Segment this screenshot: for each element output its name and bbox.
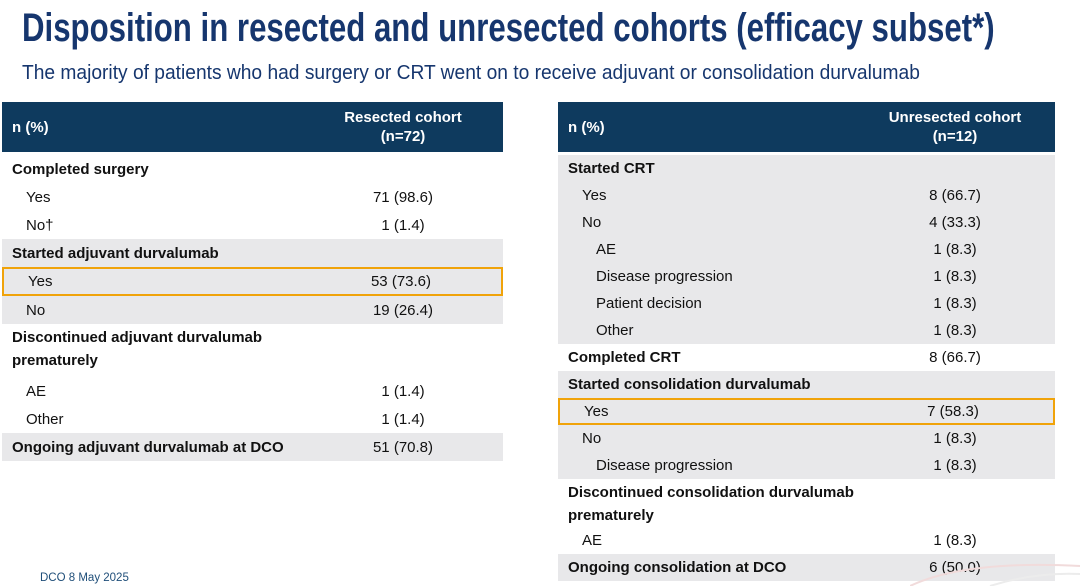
- table-row: [558, 236, 1055, 263]
- row-value: 8 (66.7): [929, 349, 981, 366]
- table-row: [558, 554, 1055, 581]
- row-label: Yes: [28, 273, 53, 290]
- table-row: [2, 405, 503, 433]
- col-header-cohort: [855, 108, 1055, 147]
- table-row: [558, 155, 1055, 182]
- row-label: Discontinued adjuvant durvalumab prematurely: [12, 329, 263, 369]
- row-label: Disease progression: [596, 268, 733, 285]
- row-label: Disease progression: [596, 457, 733, 474]
- table-row: [558, 290, 1055, 317]
- row-label: No†: [26, 216, 54, 234]
- table-row: [2, 211, 503, 239]
- highlighted-table-row: [558, 398, 1055, 425]
- row-label: Yes: [26, 188, 51, 206]
- table-row: [558, 527, 1055, 554]
- row-value: 4 (33.3): [929, 214, 981, 231]
- row-value: 1 (8.3): [933, 268, 977, 285]
- cohort-n: (n=72): [380, 128, 426, 145]
- table-row: [2, 377, 503, 405]
- table-row: [2, 239, 503, 267]
- row-value: 1 (8.3): [933, 322, 977, 339]
- table-row: [558, 371, 1055, 398]
- cohort-name: Unresected cohort: [888, 108, 1022, 126]
- table-row: [2, 155, 503, 183]
- row-label: Completed CRT: [568, 349, 681, 366]
- row-label: Started adjuvant durvalumab: [12, 244, 219, 262]
- row-label: Patient decision: [596, 295, 702, 312]
- resected-cohort-table: [2, 102, 503, 461]
- unresected-cohort-table: [558, 102, 1055, 581]
- row-value: 7 (58.3): [927, 403, 979, 420]
- highlighted-table-row: [2, 267, 503, 296]
- table-row: [558, 479, 1055, 527]
- row-label: Started CRT: [568, 160, 655, 177]
- row-value: 6 (50.0): [929, 559, 981, 576]
- row-label: AE: [582, 532, 603, 549]
- row-label: No: [582, 214, 602, 231]
- table-row: [558, 452, 1055, 479]
- row-label: Yes: [582, 187, 607, 204]
- row-label: Ongoing consolidation at DCO: [568, 559, 787, 576]
- table-row: [2, 296, 503, 324]
- table-row: [558, 182, 1055, 209]
- row-value: 71 (98.6): [372, 188, 434, 206]
- col-header-metric: n (%): [12, 118, 49, 136]
- slide-subtitle: The majority of patients who had surgery or CRT went on to receive adjuvant or consolidation durvalumab: [22, 62, 920, 84]
- table-row: [558, 209, 1055, 236]
- row-label: Other: [596, 322, 634, 339]
- cohort-name: Resected cohort: [344, 108, 462, 126]
- page-title: Disposition in resected and unresected cohorts (efficacy subset*): [22, 6, 995, 50]
- row-value: 1 (1.4): [381, 410, 425, 428]
- col-header-metric: n (%): [568, 118, 605, 136]
- row-value: 1 (8.3): [933, 532, 977, 549]
- row-value: 1 (1.4): [381, 216, 425, 234]
- table-row: [558, 263, 1055, 290]
- table-row: [558, 317, 1055, 344]
- row-label: Ongoing adjuvant durvalumab at DCO: [12, 438, 284, 456]
- row-value: 19 (26.4): [372, 301, 434, 319]
- row-value: 8 (66.7): [929, 187, 981, 204]
- table-row: [558, 425, 1055, 452]
- row-value: 51 (70.8): [372, 438, 434, 456]
- table-row: [558, 344, 1055, 371]
- row-label: Discontinued consolidation durvalumab prematurely: [568, 484, 854, 524]
- dco-footnote: DCO 8 May 2025: [40, 572, 129, 584]
- row-value: 1 (8.3): [933, 457, 977, 474]
- table-header: [2, 102, 503, 152]
- table-row: [2, 433, 503, 461]
- table-row: [2, 324, 503, 377]
- table-row: [2, 183, 503, 211]
- row-label: Other: [26, 410, 64, 428]
- row-label: Started consolidation durvalumab: [568, 376, 811, 393]
- col-header-cohort: [303, 108, 503, 147]
- row-value: 1 (8.3): [933, 430, 977, 447]
- row-label: No: [582, 430, 602, 447]
- cohort-n: (n=12): [932, 128, 978, 145]
- row-label: No: [26, 301, 46, 319]
- row-label: Yes: [584, 403, 609, 420]
- row-value: 1 (8.3): [933, 295, 977, 312]
- row-label: AE: [26, 382, 47, 400]
- row-label: Completed surgery: [12, 160, 149, 178]
- row-label: AE: [596, 241, 617, 258]
- table-header: [558, 102, 1055, 152]
- row-value: 53 (73.6): [370, 273, 432, 290]
- row-value: 1 (8.3): [933, 241, 977, 258]
- row-value: 1 (1.4): [381, 382, 425, 400]
